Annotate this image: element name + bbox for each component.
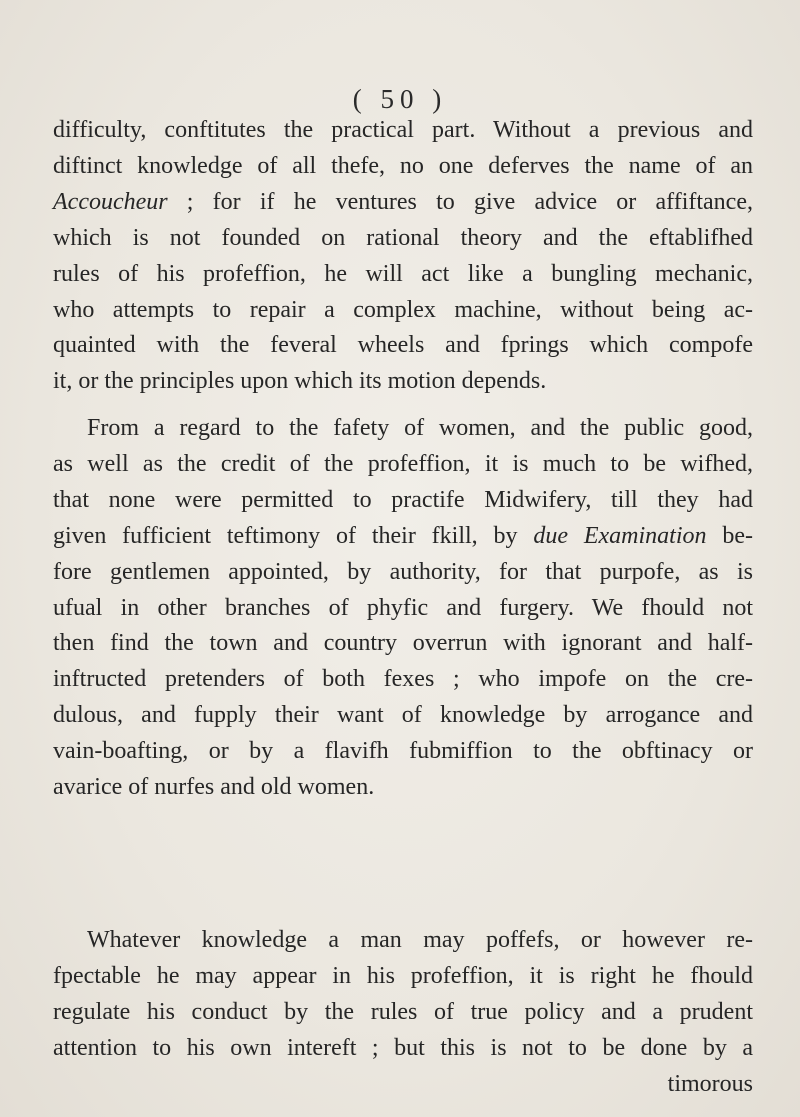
text-segment: fore gentlemen appointed, by authority, for that purpofe, as is xyxy=(53,558,753,585)
italic-text: Accoucheur xyxy=(53,188,168,215)
text-line xyxy=(53,591,753,627)
text-line xyxy=(53,185,753,221)
text-line xyxy=(53,662,753,698)
paragraph-2 xyxy=(53,411,753,806)
text-line xyxy=(53,328,753,364)
text-line xyxy=(53,734,753,770)
text-line xyxy=(53,770,753,806)
text-segment: as well as the credit of the profeffion, it is much to be wifhed, xyxy=(53,450,753,477)
text-segment: regulate his conduct by the rules of true policy and a prudent xyxy=(53,998,753,1025)
text-line xyxy=(53,626,753,662)
text-segment: given fufficient teftimony of their fkill, by xyxy=(53,522,534,549)
text-segment: difficulty, conftitutes the practical part. Without a previous and xyxy=(53,117,753,143)
text-segment: rules of his profeffion, he will act like a bungling mechanic, xyxy=(53,260,753,287)
text-segment: vain-boafting, or by a flavifh fubmiffion to the obftinacy or xyxy=(53,738,753,765)
text-segment: who attempts to repair a complex machine, without being ac- xyxy=(53,296,753,323)
text-line xyxy=(53,1031,753,1067)
text-line xyxy=(53,364,753,400)
text-line xyxy=(53,959,753,995)
text-line xyxy=(53,221,753,257)
text-line xyxy=(53,257,753,293)
text-line xyxy=(53,483,753,519)
text-line xyxy=(53,698,753,734)
text-line xyxy=(53,555,753,591)
text-line xyxy=(53,447,753,483)
text-segment: be- xyxy=(706,522,753,549)
text-segment: which is not founded on rational theory and the eftablifhed xyxy=(53,224,753,251)
paragraph-3 xyxy=(53,923,753,1103)
text-segment: that none were permitted to practife Midwifery, till they had xyxy=(53,486,753,513)
text-segment: fpectable he may appear in his profeffion, it is right he fhould xyxy=(53,962,753,989)
text-line xyxy=(53,519,753,555)
text-segment: diftinct knowledge of all thefe, no one deferves the name of an xyxy=(53,152,753,179)
text-line xyxy=(53,923,753,959)
text-segment: From a regard to the fafety of women, and the public good, xyxy=(87,415,753,441)
paragraph-1 xyxy=(53,113,753,400)
text-segment: dulous, and fupply their want of knowledge by arrogance and xyxy=(53,702,753,729)
text-segment: ufual in other branches of phyfic and furgery. We fhould not xyxy=(53,594,753,621)
text-line xyxy=(53,113,753,149)
catchword: timorous xyxy=(667,1070,753,1097)
italic-text: due Examination xyxy=(533,522,707,549)
text-line xyxy=(53,149,753,185)
text-segment: quainted with the feveral wheels and fprings which compofe xyxy=(53,332,753,359)
text-segment: then find the town and country overrun with ignorant and half- xyxy=(53,630,753,657)
text-segment: Whatever knowledge a man may poffefs, or however re- xyxy=(87,927,753,953)
page-number: ( 50 ) xyxy=(352,84,448,114)
text-segment: ; for if he ventures to give advice or affiftance, xyxy=(167,188,753,215)
text-line xyxy=(53,293,753,329)
text-segment: it, or the principles upon which its motion depends. xyxy=(53,368,547,395)
text-segment: attention to his own intereft ; but this is not to be done by a xyxy=(53,1034,753,1061)
text-line xyxy=(53,411,753,447)
text-segment: inftructed pretenders of both fexes ; who impofe on the cre- xyxy=(53,666,753,693)
text-line xyxy=(53,995,753,1031)
text-segment: avarice of nurfes and old women. xyxy=(53,774,375,801)
